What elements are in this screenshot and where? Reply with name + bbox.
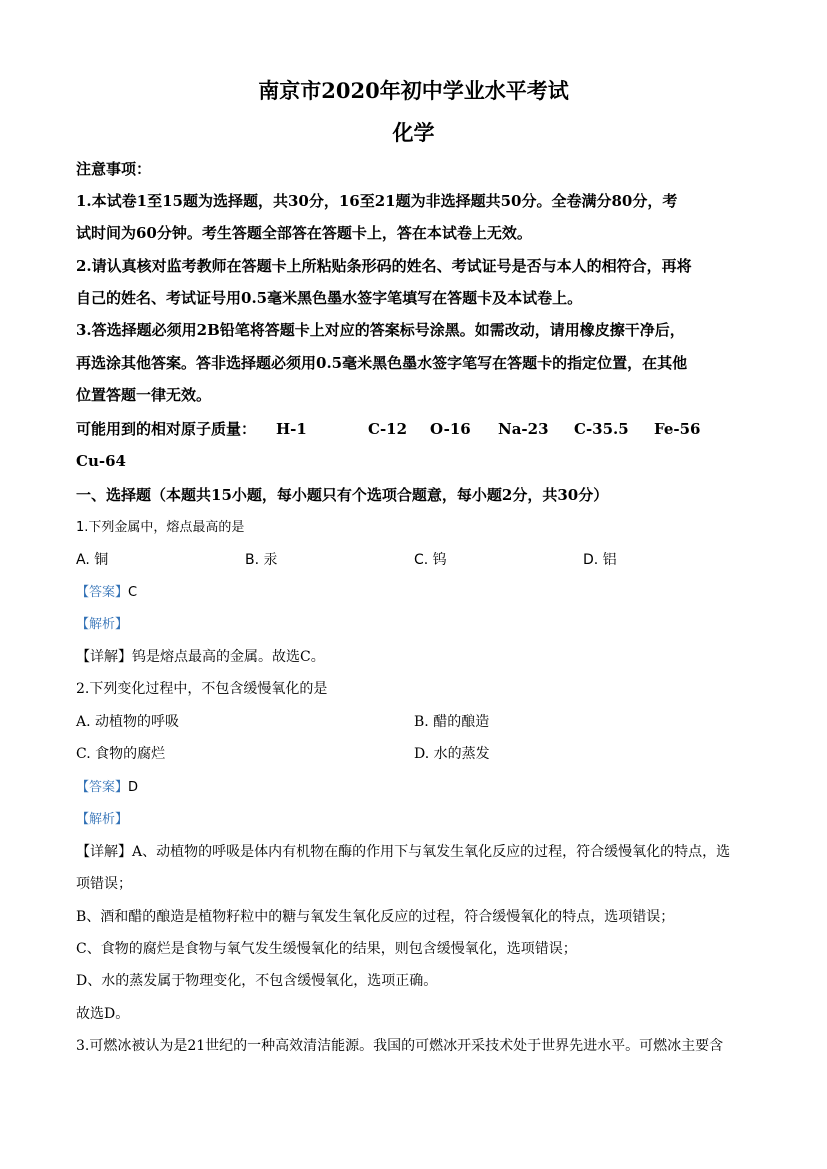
- q1-answer-value: C: [128, 585, 138, 600]
- q2-detail-line-1: 【详解】A、动植物的呼吸是体内有机物在酶的作用下与氧发生氧化反应的过程，符合缓慢氧化的特点，选: [76, 844, 731, 860]
- exam-subject: 化学: [392, 120, 435, 145]
- atomic-mass-h: H-1: [276, 420, 307, 438]
- q1-option-b: B. 汞: [245, 552, 278, 568]
- q2-detail-d: D、水的蒸发属于物理变化，不包含缓慢氧化，选项正确。: [76, 973, 438, 989]
- q2-conclusion: 故选D。: [76, 1006, 130, 1022]
- notice-item-1-line-2: 试时间为60分钟。考生答题全部答在答题卡上，答在本试卷上无效。: [76, 224, 532, 242]
- q1-option-a: A. 铜: [76, 552, 109, 568]
- atomic-masses: [76, 418, 700, 439]
- q2-analysis-tag: 【解析】: [76, 812, 129, 827]
- notice-item-3-line-2: 再选涂其他答案。答非选择题必须用0.5毫米黑色墨水签字笔写在答题卡的指定位置，在其他: [76, 354, 688, 372]
- q2-answer: [76, 776, 138, 795]
- notice-item-3-line-1: 3.答选择题必须用2B铅笔将答题卡上对应的答案标号涂黑。如需改动，请用橡皮擦干净后，: [76, 321, 685, 339]
- q2-option-d: D. 水的蒸发: [414, 746, 490, 762]
- section-1-heading: 一、选择题（本题共15小题，每小题只有个选项合题意，每小题2分，共30分）: [76, 486, 609, 504]
- q2-detail-b: B、酒和醋的酿造是植物籽粒中的糖与氧发生氧化反应的过程，符合缓慢氧化的特点，选项错误；: [76, 909, 675, 925]
- notice-item-2-line-2: 自己的姓名、考试证号用0.5毫米黑色墨水签字笔填写在答题卡及本试卷上。: [76, 289, 583, 307]
- exam-title: 南京市2020年初中学业水平考试: [258, 78, 569, 103]
- q2-stem: 2.下列变化过程中，不包含缓慢氧化的是: [76, 681, 328, 697]
- notice-item-2-line-1: 2.请认真核对监考教师在答题卡上所粘贴条形码的姓名、考试证号是否与本人的相符合，再将: [76, 257, 692, 275]
- q1-analysis-tag: 【解析】: [76, 617, 129, 632]
- atomic-mass-na: Na-23: [498, 420, 549, 438]
- q2-option-c: C. 食物的腐烂: [76, 746, 166, 762]
- q2-answer-value: D: [128, 780, 139, 795]
- q2-detail-line-2: 项错误；: [76, 876, 132, 892]
- atomic-masses-label: 可能用到的相对原子质量：: [76, 420, 257, 438]
- q1-answer: [76, 581, 137, 600]
- notice-item-1-line-1: 1.本试卷1至15题为选择题，共30分，16至21题为非选择题共50分。全卷满分80分，考: [76, 192, 678, 210]
- q1-answer-tag: 【答案】: [76, 585, 129, 600]
- q2-answer-tag: 【答案】: [76, 780, 129, 795]
- q2-option-a: A. 动植物的呼吸: [76, 714, 180, 730]
- atomic-mass-fe: Fe-56: [654, 420, 701, 438]
- atomic-mass-c: C-12: [368, 420, 408, 438]
- q3-stem: 3.可燃冰被认为是21世纪的一种高效清洁能源。我国的可燃冰开采技术处于世界先进水平。可燃冰主要含: [76, 1038, 724, 1054]
- q1-option-d: D. 铝: [583, 552, 617, 568]
- q2-detail-c: C、食物的腐烂是食物与氧气发生缓慢氧化的结果，则包含缓慢氧化，选项错误；: [76, 941, 577, 957]
- q1-option-c: C. 钨: [414, 552, 447, 568]
- atomic-mass-cu: Cu-64: [76, 452, 126, 470]
- notice-heading: 注意事项：: [76, 160, 152, 178]
- atomic-mass-o: O-16: [430, 420, 471, 438]
- notice-item-3-line-3: 位置答题一律无效。: [76, 386, 212, 404]
- q1-stem: 1.下列金属中，熔点最高的是: [76, 520, 245, 535]
- atomic-mass-cl: C-35.5: [574, 420, 629, 438]
- q2-option-b: B. 醋的酿造: [414, 714, 490, 730]
- q1-detail: 【详解】钨是熔点最高的金属。故选C。: [76, 649, 325, 665]
